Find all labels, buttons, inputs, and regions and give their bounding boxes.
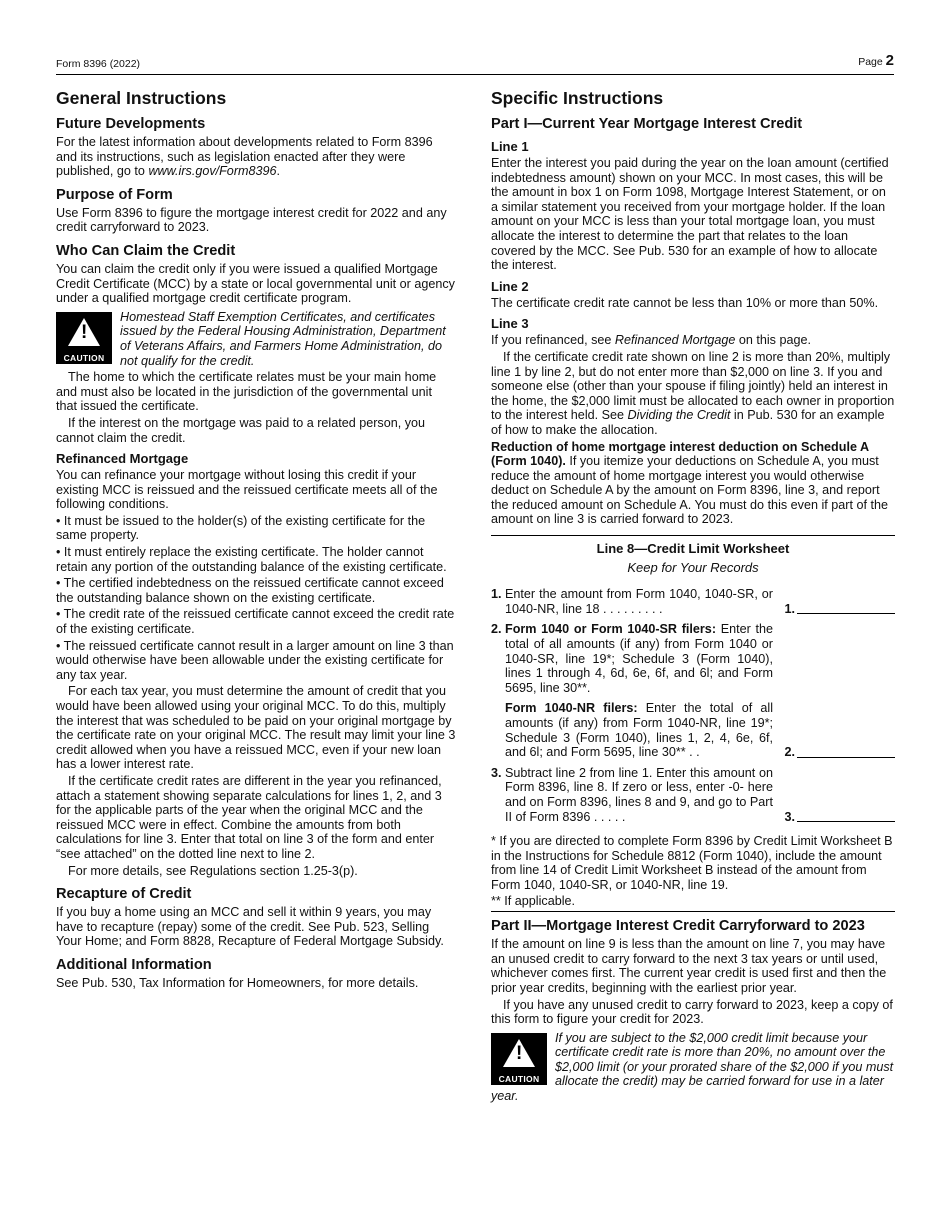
worksheet-row-3: 3. Subtract line 2 from line 1. Enter this amount on Form 8396, line 8. If zero or less, enter -0- here and on Form 8396, lines 8 and 9, and go to Part II of Form 8396 . . . . . 3. — [491, 766, 895, 824]
recapture-text: If you buy a home using an MCC and sell it within 9 years, you may have to recapture (repay) some of the credit. See Pub. 523, Selling Your Home; and Form 8828, Recapture of Federal Mortgage Subsidy. — [56, 905, 444, 949]
reduction-text: Reduction of home mortgage interest deduction on Schedule A (Form 1040). If you itemize your deductions on Schedule A, you must reduce the amount of home mortgage interest you would otherwise deduct on Schedule A by the amount on Form 8396, line 3, and report the reduced amount on Schedule A. You must do this even if part of the amount on line 3 is carried forward to 2023. — [491, 439, 888, 527]
who-can-claim-p2: The home to which the certificate relates must be your main home and must also be located in the jurisdiction of the governmental unit that issued the certificate. — [56, 370, 437, 414]
future-developments-title: Future Developments — [56, 116, 206, 132]
condition-bullet: • It must be issued to the holder(s) of the existing certificate for the same property. — [56, 513, 426, 543]
specific-instructions-title: Specific Instructions — [491, 88, 664, 108]
caution-text: If you are subject to the $2,000 credit limit because your certificate credit rate is more than 20%, no amount over the $2,000 limit (or your prorated share of the $2,000 if you must allocate the credit) may be carried forward for use in a later year. — [491, 1030, 894, 1104]
worksheet-footnote-2: ** If applicable. — [491, 893, 576, 908]
purpose-of-form-title: Purpose of Form — [56, 186, 173, 203]
line1-text: Enter the interest you paid during the year on the loan amount (certified indebtedness amount) shown on your MCC. In most cases, this will be the amount in box 1 on Form 1098, Mortgage Interest Statement, or on a similar statement you received from your mortgage holder. If the loan amount on your MCC is less than your total mortgage loan, you must allocate the interest to determine the part that relates to the loan covered by the MCC. See Pub. 530 for an example of how to allocate the interest. — [491, 156, 889, 273]
caution-icon: ! CAUTION — [56, 312, 112, 364]
worksheet-row-1: 1. Enter the amount from Form 1040, 1040-SR, or 1040-NR, line 18 . . . . . . . . . 1. — [491, 587, 895, 616]
future-developments-text: For the latest information about developments related to Form 8396 and its instructions, such as legislation enacted after they were published, go to www.irs.gov/Form8396. — [56, 135, 433, 179]
condition-bullet: • The certified indebtedness on the reissued certificate cannot exceed the outstanding balance shown on the existing certificate. — [56, 576, 444, 605]
who-can-claim-p3: If the interest on the mortgage was paid to a related person, you cannot claim the credit. — [56, 415, 426, 445]
worksheet-footnote-1: * If you are directed to complete Form 8396 by Credit Limit Worksheet B in the Instructions for Schedule 8812 (Form 1040), include the amount from line 14 of Credit Limit Worksheet B instead of the amount from Form 1040, 1040-SR, or 1040-NR, line 19. — [491, 834, 893, 892]
credit-limit-worksheet — [491, 535, 895, 912]
right-column — [491, 84, 895, 1106]
line1-entry-field[interactable] — [797, 601, 895, 614]
line2-text: The certificate credit rate cannot be less than 10% or more than 50%. — [491, 295, 879, 310]
worksheet-row-2b: Form 1040-NR filers: Enter the total of all amounts (if any) from Form 1040-NR, line 19*; Schedule 3 (Form 1040), lines 1, 2, 4, 6e, 6f, and 6l; and Form 5695, line 30** . . 2. — [491, 695, 895, 759]
additional-info-title: Additional Information — [56, 956, 212, 973]
part2-title: Part II—Mortgage Interest Credit Carryforward to 2023 — [491, 918, 865, 935]
part2-p2: If you have any unused credit to carry forward to 2023, keep a copy of this form to figure your credit for 2023. — [491, 997, 893, 1027]
caution-icon: ! CAUTION — [491, 1033, 547, 1085]
refinanced-mortgage-text: You can refinance your mortgage without losing this credit if your existing MCC is reissued and the reissued certificate meets all of the following conditions. — [56, 468, 438, 512]
irs-link[interactable]: www.irs.gov/Form8396 — [148, 164, 277, 179]
additional-info-text: See Pub. 530, Tax Information for Homeowners, for more details. — [56, 975, 419, 990]
refinanced-mortgage-p4: For more details, see Regulations section 1.25-3(p). — [68, 863, 358, 878]
worksheet-subtitle: Keep for Your Records — [627, 559, 759, 575]
line3-text: If you refinanced, see Refinanced Mortgage on this page. — [491, 333, 811, 348]
line2-entry-field[interactable] — [797, 745, 895, 758]
refinanced-mortgage-p3: If the certificate credit rates are different in the year you refinanced, attach a statement showing separate calculations for lines 1, 2, and 3 for the applicable parts of the year when the original MCC and the reissued MCC were in effect. Combine the amounts from both calculations for line 3. Enter that total on line 3 of the form and enter “see attached” on the dotted line next to line 2. — [56, 773, 442, 861]
condition-bullet: • The reissued certificate cannot result in a larger amount on line 3 than would otherwise have been allowable under the existing certificate for any tax year. — [56, 638, 454, 682]
line3-entry-field[interactable] — [797, 809, 895, 822]
condition-bullet: • It must entirely replace the existing certificate. The holder cannot retain any portion of the outstanding balance of the existing certificate. — [56, 545, 447, 574]
refinanced-mortgage-p2: For each tax year, you must determine the amount of credit that you would have been allowed using your original MCC. To do this, multiply the interest that was scheduled to be paid on your original mortgage by the certificate rate on your original MCC. The result may limit your line 3 credit allowed when you have a reissued MCC, even if your new loan has a lower interest rate. — [56, 684, 456, 772]
line2-title: Line 2 — [491, 278, 529, 294]
caution-note — [56, 310, 456, 368]
line3-title: Line 3 — [491, 316, 529, 332]
who-can-claim-title: Who Can Claim the Credit — [56, 242, 236, 259]
form-label: Form 8396 (2022) — [56, 58, 141, 70]
worksheet-title: Line 8—Credit Limit Worksheet — [596, 541, 790, 557]
part2-text: If the amount on line 9 is less than the amount on line 7, you may have an unused credit to carry forward to the next 3 tax years or until used, whichever comes first. The current year credit is used first and then the prior year credits, beginning with the earliest prior year. — [491, 937, 887, 995]
refinanced-mortgage-title: Refinanced Mortgage — [56, 451, 189, 467]
page-header — [56, 54, 894, 75]
caution-note-2 — [491, 1031, 895, 1104]
worksheet-row-2: 2. Form 1040 or Form 1040-SR filers: Enter the total of all amounts (if any) from Form 1040 or 1040-SR, line 19*; Schedule 3 (Form 1040), lines 1 through 4, 6d, 6e, 6f, and 6l; and Form 5695, line 30**. — [491, 622, 773, 695]
page-number: Page 2 — [858, 52, 894, 69]
line1-title: Line 1 — [491, 139, 529, 154]
purpose-of-form-text: Use Form 8396 to figure the mortgage interest credit for 2022 and any credit carryforward to 2023. — [56, 205, 447, 235]
caution-text: Homestead Staff Exemption Certificates, and certificates issued by the Federal Housing Administration, Department of Veterans Affairs, and Farmers Home Administration, do not qualify for the credit. — [120, 309, 446, 368]
who-can-claim-text: You can claim the credit only if you were issued a qualified Mortgage Credit Certificate (MCC) by a state or local governmental unit or agency under a qualified mortgage credit certificate program. — [56, 261, 455, 306]
recapture-title: Recapture of Credit — [56, 886, 192, 903]
general-instructions-title: General Instructions — [56, 88, 227, 108]
line3-p2: If the certificate credit rate shown on line 2 is more than 20%, multiply line 1 by line 2, but do not enter more than $2,000 on line 3. If you and someone else (other than your spouse if filing jointly) held an interest in the home, the $2,000 limit must be allocated to each owner in proportion to the interest held. See Dividing the Credit in Pub. 530 for an example of how to make the allocation. — [491, 349, 895, 437]
condition-bullet: • The credit rate of the reissued certificate cannot exceed the credit rate of the existing certificate. — [56, 607, 455, 637]
left-column — [56, 84, 456, 993]
part1-title: Part I—Current Year Mortgage Interest Credit — [491, 116, 803, 132]
